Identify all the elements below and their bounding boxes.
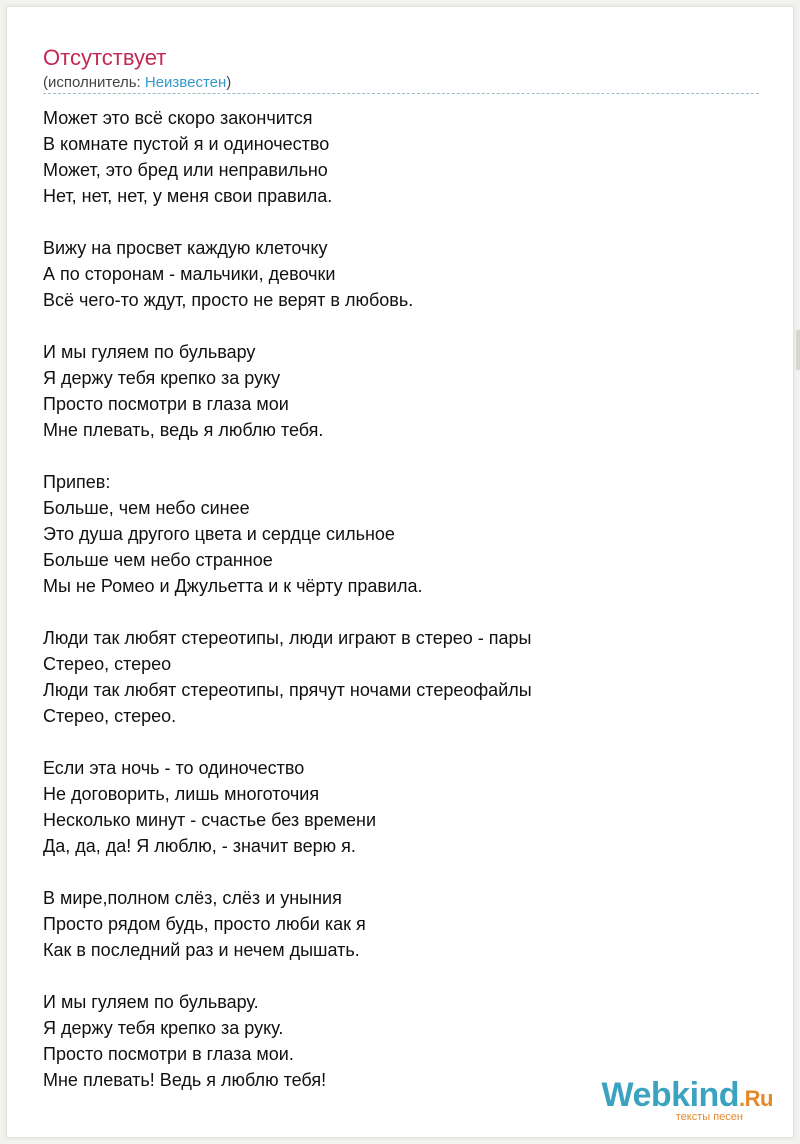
lyrics-stanza [43,755,763,859]
lyrics-stanza [43,469,763,599]
title-divider [43,93,759,94]
song-meta [43,73,231,93]
lyrics-line: Не договорить, лишь многоточия [43,784,320,804]
lyrics-line: В комнате пустой я и одиночество [43,134,330,154]
lyrics-line: Больше, чем небо синее [43,498,250,518]
lyrics-line: Как в последний раз и нечем дышать. [43,940,360,960]
lyrics-line: Если эта ночь - то одиночество [43,758,305,778]
lyrics-line: Стерео, стерео [43,654,172,674]
lyrics-line: Просто рядом будь, просто люби как я [43,914,366,934]
lyrics-line: Я держу тебя крепко за руку [43,368,281,388]
page-edge-shadow [796,330,800,370]
lyrics-line: Люди так любят стереотипы, прячут ночами стереофайлы [43,680,532,700]
lyrics-line: И мы гуляем по бульвару [43,342,256,362]
meta-suffix: ) [226,74,232,91]
logo-tagline: тексты песен [675,1111,743,1123]
lyrics-line: И мы гуляем по бульвару. [43,992,259,1012]
lyrics-line: Всё чего-то ждут, просто не верят в любовь. [43,290,414,310]
lyrics-line: Больше чем небо странное [43,550,273,570]
artist-link[interactable]: Неизвестен [144,74,227,91]
page-sheet [6,6,794,1138]
lyrics-line: Может это всё скоро закончится [43,108,313,128]
lyrics-line: Мне плевать! Ведь я люблю тебя! [43,1070,327,1090]
lyrics-line: Несколько минут - счастье без времени [43,810,377,830]
lyrics-stanza [43,339,763,443]
site-logo[interactable] [583,1075,773,1125]
lyrics-line: Может, это бред или неправильно [43,160,328,180]
lyrics-stanza [43,235,763,313]
lyrics-line: Люди так любят стереотипы, люди играют в стерео - пары [43,628,532,648]
lyrics-body [43,105,763,1119]
song-title: Отсутствует [43,45,167,70]
lyrics-stanza [43,885,763,963]
logo-main-text: Webkind [601,1076,740,1114]
lyrics-line: Нет, нет, нет, у меня свои правила. [43,186,333,206]
lyrics-line: Вижу на просвет каждую клеточку [43,238,328,258]
lyrics-line: Просто посмотри в глаза мои [43,394,289,414]
lyrics-line: А по сторонам - мальчики, девочки [43,264,336,284]
lyrics-line: Стерео, стерео. [43,706,177,726]
lyrics-line: Я держу тебя крепко за руку. [43,1018,284,1038]
lyrics-stanza [43,625,763,729]
lyrics-line: Это душа другого цвета и сердце сильное [43,524,395,544]
lyrics-line: Припев: [43,472,111,492]
lyrics-line: Мы не Ромео и Джульетта и к чёрту правила. [43,576,423,596]
lyrics-line: Просто посмотри в глаза мои. [43,1044,294,1064]
lyrics-stanza [43,105,763,209]
lyrics-line: В мире,полном слёз, слёз и уныния [43,888,342,908]
logo-tld: .Ru [739,1086,773,1111]
lyrics-line: Мне плевать, ведь я люблю тебя. [43,420,324,440]
lyrics-line: Да, да, да! Я люблю, - значит верю я. [43,836,356,856]
meta-prefix: (исполнитель: [43,74,145,91]
